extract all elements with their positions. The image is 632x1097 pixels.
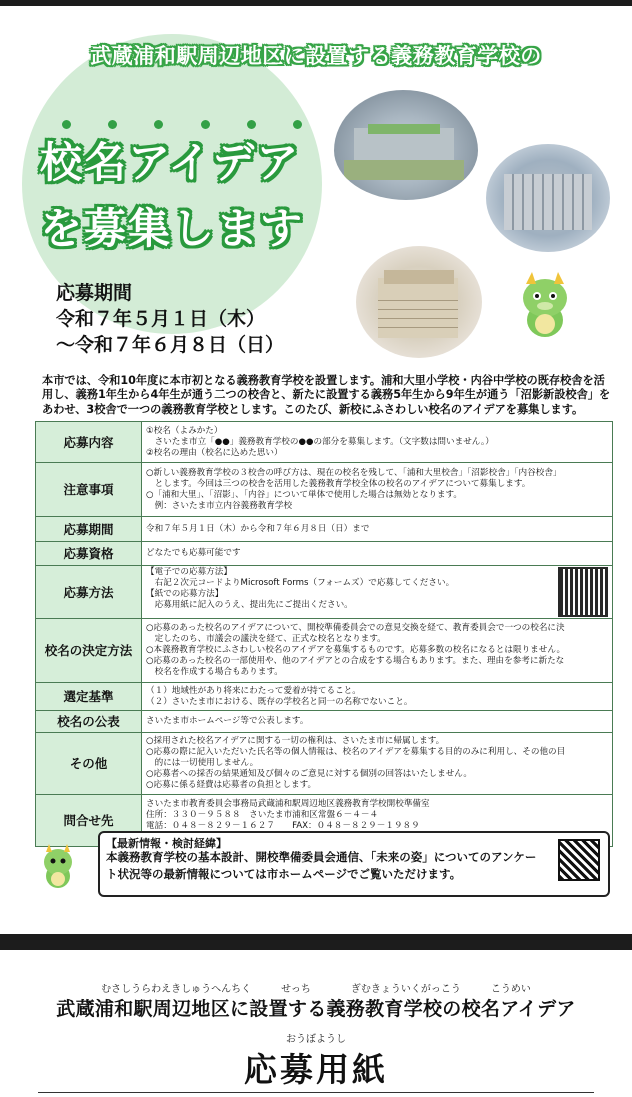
row-value	[142, 422, 613, 463]
table-row	[36, 422, 613, 463]
form-title: 武蔵浦和駅周辺地区に設置する義務教育学校の校名アイデア	[56, 998, 576, 1020]
mascot-dragon-small-icon	[36, 842, 80, 890]
row-line: ○応募に係る経費は応募者の負担とします。	[146, 780, 317, 790]
row-label: 応募内容	[36, 422, 142, 463]
row-line: 令和７年５月１日（木）から令和７年６月８日（日）まで	[146, 523, 370, 534]
period-block	[56, 280, 284, 358]
form-title-ruby	[0, 980, 632, 995]
period-end: ～令和７年６月８日（日）	[56, 334, 285, 356]
headline-line1: 校名アイデア	[40, 138, 301, 187]
row-line: ○応募者への採否の結果通知及び個々のご意見に対する個別の回答はいたしません。	[146, 769, 472, 779]
hero	[0, 6, 632, 370]
row-label: 校名の公表	[36, 711, 142, 733]
row-line: ○採用された校名アイデアに関する一切の権利は、さいたま市に帰属します。	[146, 736, 445, 746]
school-photo-3	[356, 246, 482, 358]
row-value	[142, 566, 613, 619]
row-label: 注意事項	[36, 463, 142, 517]
row-line: さいたま市ホームページ等で公表します。	[146, 716, 309, 726]
intro-text: 本市では、令和10年度に本市初となる義務教育学校を設置します。浦和大里小学校・内谷中学校の既存校舎を活用し、義務1年生から4年生が通う二つの校舎と、新たに設置する義務5年生から9年生が通う「沼影新設校舎」をあわせ、3校舎で一つの義務教育学校とします。このたび、新校にふさわしい校名のアイデアを募集します。	[42, 374, 611, 416]
row-value	[142, 683, 613, 711]
row-line: 【電子での応募方法】	[146, 567, 232, 577]
row-line: さいたま市立「●●」義務教育学校の●●の部分を募集します。（文字数は問いません。）	[146, 436, 494, 447]
row-value	[142, 619, 613, 683]
row-label: 応募資格	[36, 542, 142, 566]
ruby-text: むさしうらわえきしゅうへんちく せっち ぎむきょういくがっこう こうめい	[101, 984, 531, 995]
dot	[154, 120, 163, 129]
table-row	[36, 517, 613, 542]
top-title: 武蔵浦和駅周辺地区に設置する義務教育学校の	[90, 44, 542, 68]
row-label: 選定基準	[36, 683, 142, 711]
form-heading-ruby: おうぼようし	[286, 1034, 346, 1045]
row-line: ①校名（よみかた）	[146, 425, 223, 436]
row-line: ○新しい義務教育学校の３校舎の呼び方は、現在の校名を残して、「浦和大里校舎」「沼影校舎」「内谷校舎」	[146, 467, 562, 478]
row-label: 校名の決定方法	[36, 619, 142, 683]
table-row	[36, 463, 613, 517]
row-line: 【紙での応募方法】	[146, 589, 224, 599]
dot	[201, 120, 210, 129]
latest-tag: 【最新情報・検討経緯】	[106, 837, 227, 850]
row-line: ○応募のあった校名のアイデアについて、開校準備委員会での意見交換を経て、教育委員会で一つの校名に決	[146, 623, 565, 633]
row-line: （１）地域性があり将来にわたって愛着が持てること。	[146, 685, 361, 696]
row-line: ○応募のあった校名の一部使用や、他のアイデアとの合成をする場合もあります。また、理由を参考に新たな	[146, 656, 565, 666]
school-photo-2	[486, 144, 610, 252]
row-label: 問合せ先	[36, 795, 142, 847]
row-line: ○本義務教育学校にふさわしい校名のアイデアを募集するものです。応募多数の校名になるとは限りません。	[146, 645, 566, 655]
period-label: 応募期間	[56, 282, 133, 304]
row-line: 的には一切使用しません。	[146, 758, 259, 768]
row-line: さいたま市教育委員会事務局武蔵浦和駅周辺地区義務教育学校開校準備室	[146, 798, 430, 809]
period-start: 令和７年５月１日（木）	[56, 308, 266, 330]
school-photo-1	[334, 90, 478, 200]
latest-info-box	[98, 831, 610, 897]
row-line: ○応募の際に記入いただいた氏名等の個人情報は、校名のアイデアを募集する目的のみに利用し、その他の目	[146, 747, 566, 757]
row-line: （２）さいたま市における、既存の学校名と同一の名称でないこと。	[146, 696, 413, 707]
row-value	[142, 463, 613, 517]
latest-body: 本義務教育学校の基本設計、開校準備委員会通信、「未来の姿」についてのアンケート状況等の最新情報については市ホームページでご覧いただけます。	[106, 850, 537, 881]
row-label: 応募期間	[36, 517, 142, 542]
table-row	[36, 542, 613, 566]
dot	[62, 120, 71, 129]
table-row	[36, 733, 613, 795]
row-line: とします。今回は三つの校舎を活用した義務教育学校全体の校名のアイデアについて募集します。	[146, 478, 531, 489]
row-value	[142, 733, 613, 795]
row-line: 住所：３３０－９５８８ さいたま市浦和区常盤６－４－４	[146, 809, 379, 820]
row-value	[142, 542, 613, 566]
row-label: その他	[36, 733, 142, 795]
dot	[293, 120, 302, 129]
row-line: ②校名の理由（校名に込めた思い）	[146, 447, 283, 458]
qr-code-icon[interactable]	[558, 567, 608, 617]
dot	[108, 120, 117, 129]
emphasis-dots	[62, 120, 302, 129]
row-line: 校名を作成する場合もあります。	[146, 667, 283, 677]
page-separator	[0, 934, 632, 950]
row-value	[142, 517, 613, 542]
row-line: 電話：０４８－８２９－１６２７ FAX：０４８－８２９－１９８９	[146, 820, 420, 831]
table-row	[36, 566, 613, 619]
row-value	[142, 711, 613, 733]
table-row	[36, 683, 613, 711]
form-heading: 応募用紙	[244, 1050, 388, 1089]
row-line: 例：さいたま市立内谷義務教育学校	[146, 500, 293, 511]
row-line: 定したのち、市議会の議決を経て、正式な校名となります。	[146, 634, 386, 644]
info-table	[35, 421, 613, 847]
table-row	[36, 619, 613, 683]
row-label: 応募方法	[36, 566, 142, 619]
headline-line2: を募集します	[40, 204, 305, 253]
dot	[247, 120, 256, 129]
row-line: 右記２次元コードよりMicrosoft Forms（フォームズ）で応募してください。	[146, 578, 455, 588]
row-line: ○「浦和大里」、「沼影」、「内谷」について単体で使用した場合は無効となります。	[146, 489, 463, 500]
mascot-dragon-icon	[512, 268, 578, 340]
row-line: どなたでも応募可能です	[146, 548, 241, 558]
qr-code-icon[interactable]	[558, 839, 600, 881]
row-line: 応募用紙に記入のうえ、提出先にご提出ください。	[146, 600, 353, 610]
form-divider	[38, 1092, 594, 1093]
table-row	[36, 711, 613, 733]
